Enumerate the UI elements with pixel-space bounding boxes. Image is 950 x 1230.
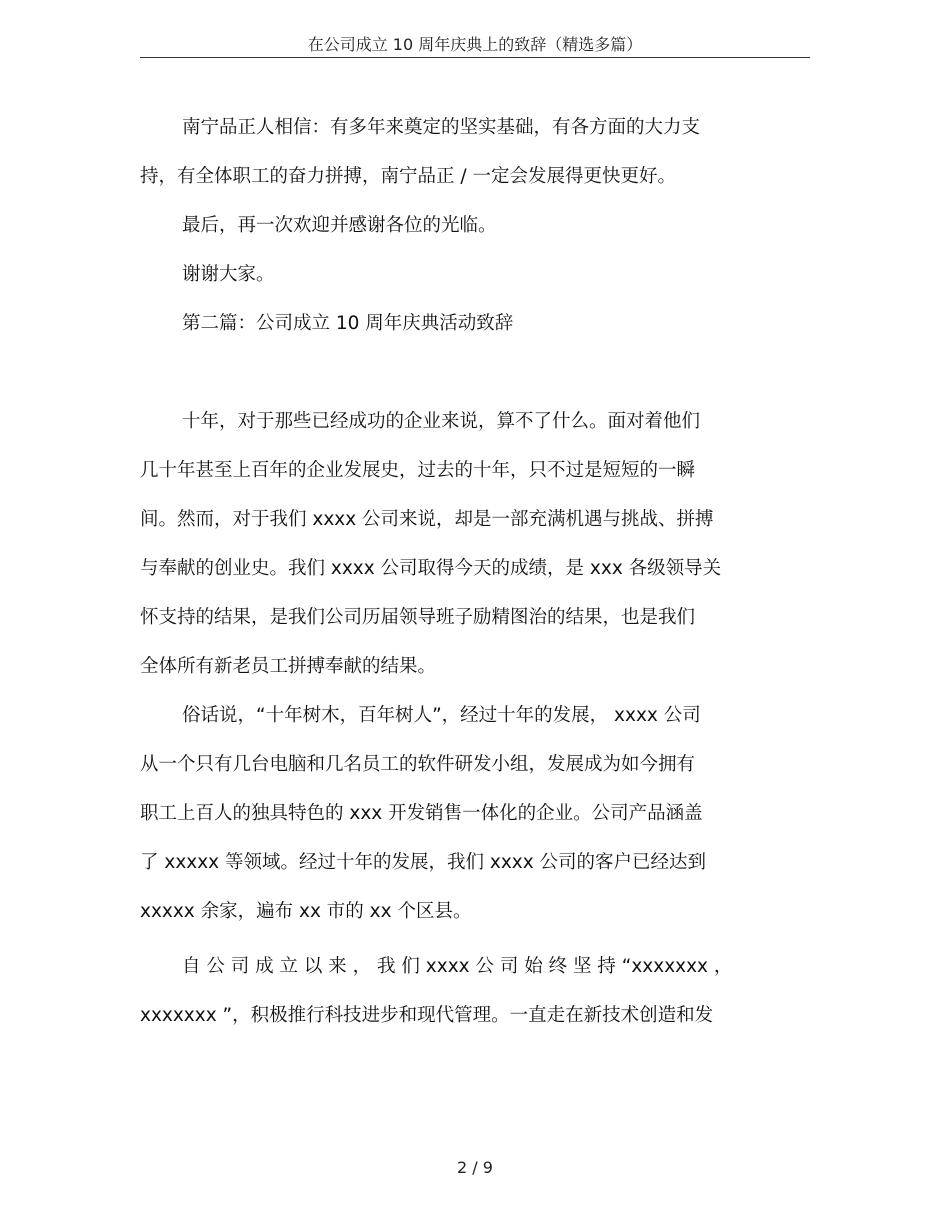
body-line: 从一个只有几台电脑和几名员工的软件研发小组，发展成为如今拥有 [140, 754, 696, 775]
body-line: 最后，再一次欢迎并感谢各位的光临。 [182, 215, 497, 236]
body-line: 谢谢大家。 [182, 264, 275, 285]
body-line: 自 公 司 成 立 以 来 ， 我 们 xxxx 公 司 始 终 坚 持 “xxxxxxx ， [182, 956, 733, 977]
body-line: 间。然而，对于我们 xxxx 公司来说，却是一部充满机遇与挑战、拼搏 [140, 509, 714, 530]
body-line: 南宁品正人相信：有多年来奠定的坚实基础，有各方面的大力支 [182, 117, 701, 138]
body-line: 与奉献的创业史。我们 xxxx 公司取得今天的成绩，是 xxx 各级领导关 [140, 558, 722, 579]
body-line: 几十年甚至上百年的企业发展史，过去的十年，只不过是短短的一瞬 [140, 460, 696, 481]
body-line: 了 xxxxx 等领域。经过十年的发展，我们 xxxx 公司的客户已经达到 [140, 852, 707, 873]
body-line: 全体所有新老员工拼搏奉献的结果。 [140, 656, 437, 677]
body-line: 职工上百人的独具特色的 xxx 开发销售一体化的企业。公司产品涵盖 [140, 803, 703, 824]
body-line: 持，有全体职工的奋力拼搏，南宁品正 / 一定会发展得更快更好。 [140, 166, 676, 187]
page-number: 2 / 9 [457, 1158, 493, 1177]
body-line: 十年，对于那些已经成功的企业来说，算不了什么。面对着他们 [182, 411, 701, 432]
body-line: 俗话说，“十年树木，百年树人”，经过十年的发展， xxxx 公司 [182, 705, 701, 726]
header-divider [140, 57, 810, 58]
document-header-title: 在公司成立 10 周年庆典上的致辞（精选多篇） [307, 35, 643, 54]
body-line: xxxxxxx ”，积极推行科技进步和现代管理。一直走在新技术创造和发 [140, 1005, 714, 1026]
body-line: xxxxx 余家，遍布 xx 市的 xx 个区县。 [140, 901, 472, 922]
section-heading: 第二篇：公司成立 10 周年庆典活动致辞 [182, 313, 514, 334]
body-line: 怀支持的结果，是我们公司历届领导班子励精图治的结果，也是我们 [140, 607, 696, 628]
